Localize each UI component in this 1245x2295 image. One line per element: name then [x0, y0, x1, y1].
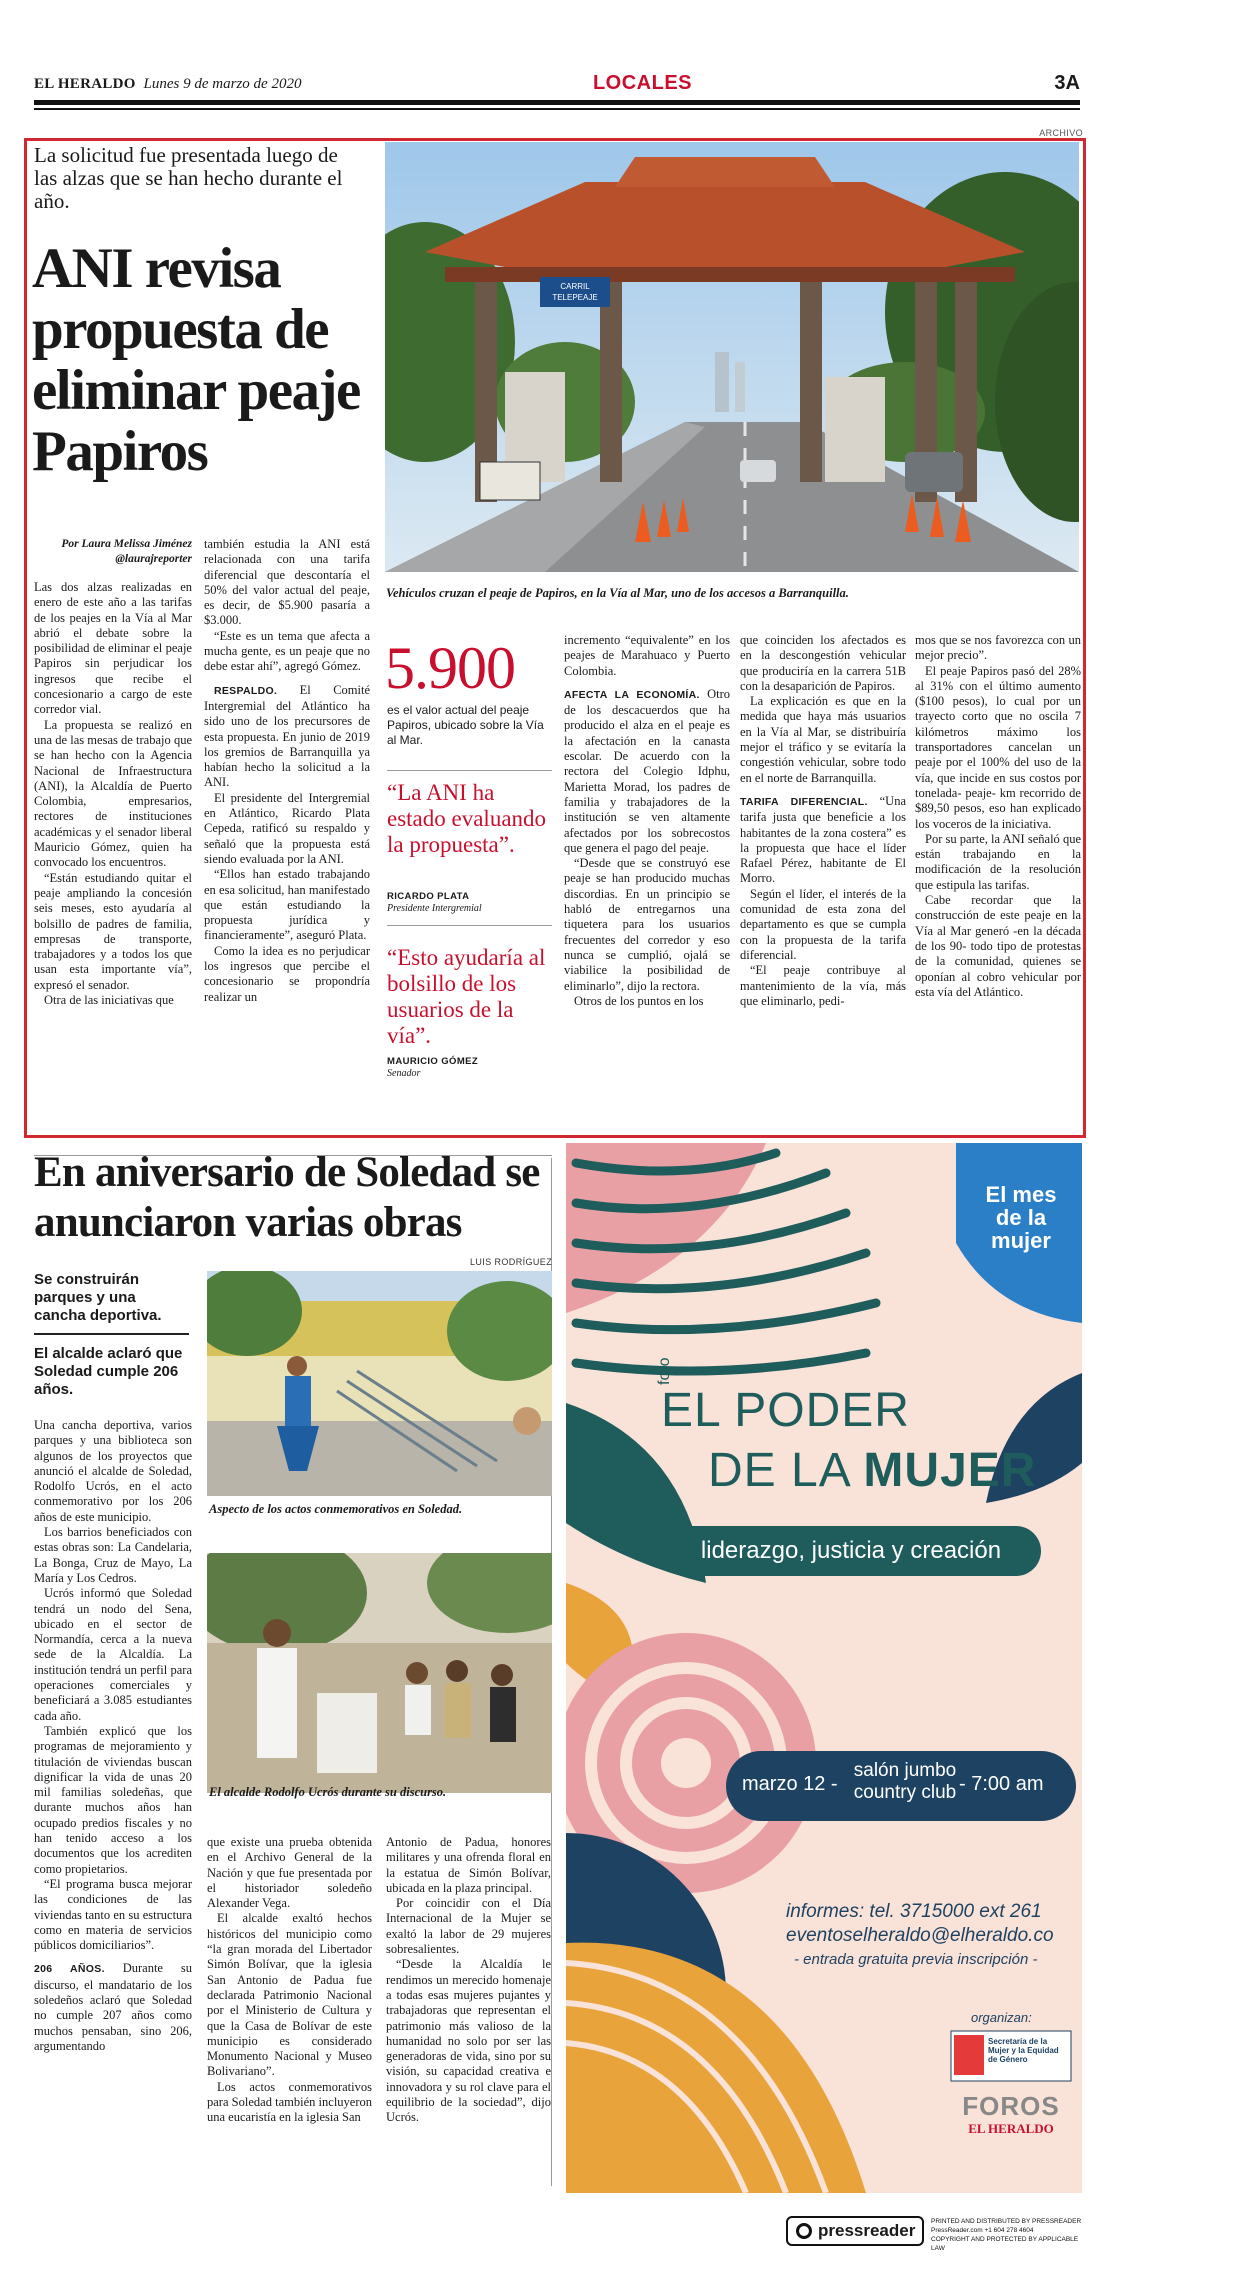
subhead-kicker: RESPALDO. — [214, 684, 278, 697]
paragraph: Ucrós informó que Soledad tendrá un nodo del Sena, ubicado en el sector de Normandía, cerca a la nueva sede de la Alcaldía. La institución tendrá un perfil para operaciones comerciales y beneficiará a 3.085 estudiantes cada año. — [34, 1586, 192, 1723]
second-story-column-1 — [34, 1418, 192, 2054]
notice-line: PressReader.com +1 604 278 4604 — [931, 2227, 1034, 2234]
page-number: 3A — [1054, 72, 1080, 94]
paragraph: Por coincidir con el Día Internacional de la Mujer se exaltó la labor de 29 mujeres sobresalientes. — [386, 1896, 551, 1957]
paragraph: “Desde que se construyó ese peaje se han producido muchas discordias. En un principio se habló de entregarnos una tiquetera para los usuarios frecuentes del corredor y eso nunca se cumplió, ojalá se viabilice la posibilidad de eliminarlo”, dijo la rectora. — [564, 856, 730, 993]
ad-event-time: - 7:00 am — [959, 1773, 1044, 1795]
ad-organizers-label: organizan: — [971, 2010, 1032, 2025]
paragraph: Otros de los puntos en los — [574, 993, 704, 1008]
paragraph: Los actos conmemorativos para Soledad también incluyeron una eucaristía en la iglesia San — [207, 2079, 372, 2125]
byline — [34, 537, 192, 567]
paragraph: El alcalde exaltó hechos históricos del municipio como “la gran morada del Libertador Simón Bolívar, que la iglesia San Antonio de Padua fue declarada Patrimonio Nacional por el Ministerio de Cultura y que la Casa de Bolívar de este municipio es considerado Monumento Nacional y Museo Bolivariano”. — [207, 1911, 372, 2079]
masthead-rule — [34, 100, 1080, 105]
paper-name: EL HERALDO — [34, 76, 136, 92]
paragraph: “Están estudiando quitar el peaje ampliando la concesión seis meses, esto ayudaría al bolsillo de padres de familia, empresas de transporte, trabajadores y a todos los que usan esta importante vía”, expresó el senador. — [34, 870, 192, 992]
second-story-column-3 — [386, 1835, 551, 2126]
paragraph: que existe una prueba obtenida en el Archivo General de la Nación y que fue presentada por el historiador soledeño Alexander Vega. — [207, 1835, 372, 1911]
second-story-column-2 — [207, 1835, 372, 2126]
mayor-speech-photo — [207, 1553, 552, 1793]
quote-1-name: RICARDO PLATA — [387, 891, 470, 902]
paragraph: La explicación es que en la medida que haya más usuarios en la Vía al Mar, se distribuiría mejor el tráfico y se evitaría la congestión vehicular, sobre todo en el norte de Barranquilla. — [740, 694, 906, 785]
place-line: salón jumbo — [853, 1760, 957, 1781]
photo-credit: ARCHIVO — [1039, 128, 1083, 138]
paragraph: Otro de los descacuerdos que ha producido el alza en el peaje es la afectación en la canasta escolar. De acuerdo con la rectora del Colegio Idphu, Marietta Morad, los padres de familia y trabajadores de la institución se ven altamente afectados por los sobrecostos que genera el pago del peaje. — [564, 686, 730, 855]
ad-info-entry: - entrada gratuita previa inscripción - — [794, 1951, 1038, 1968]
ad-artwork — [566, 1143, 1082, 2193]
toll-booth-photo — [385, 142, 1079, 572]
story-headline: ANI revisa propuesta de eliminar peaje Papiros — [32, 237, 360, 483]
sign-telepeaje: TELEPEAJE — [552, 293, 598, 302]
ad-org-foros: FOROS — [962, 2091, 1060, 2121]
story-deck: La solicitud fue presentada luego de las alzas que se han hecho durante el año. — [34, 143, 343, 213]
story-deck: Se construirán parques y una cancha deportiva. — [34, 1271, 189, 1335]
paragraph: “Una tarifa justa que beneficie a los habitantes de la zona costera” es la propuesta que hace el líder Rafael Pérez, habitante de El Morro. — [740, 793, 906, 886]
paragraph: “El peaje contribuye al mantenimiento de la vía, más que eliminarlo, pedi- — [740, 963, 906, 1008]
photo-caption: El alcalde Rodolfo Ucrós durante su discurso. — [209, 1785, 447, 1799]
paragraph: Antonio de Padua, honores militares y una ofrenda floral en la estatua de Simón Bolívar, ubicada en la plaza principal. — [386, 1835, 551, 1895]
photo-caption: Aspecto de los actos conmemorativos en Soledad. — [209, 1502, 463, 1516]
pressreader-footer[interactable] — [786, 2216, 1086, 2252]
paragraph: La propuesta se realizó en una de las mesas de trabajo que se han hecho con la Agencia Nacional de Infraestructura (ANI), la Alcaldía de Puerto Colombia, empresarios, rectores de instituciones académicas y el senador liberal Mauricio Gómez, quien ha convocado los encuentros. — [34, 717, 192, 870]
paragraph: “Desde la Alcaldía le rendimos un merecido homenaje a todas esas mujeres pujantes y trabajadoras que representan el patrimonio más valioso de la humanidad no solo por ser las generadoras de vida, sino por su visión, su capacidad creativa e innovadora y su rol clave para el equilibrio de la sociedad”, dijo Ucrós. — [386, 1957, 551, 2125]
badge-line: de la — [995, 1205, 1047, 1230]
masthead-rule-thin — [34, 108, 1080, 110]
parade-illustration — [207, 1271, 552, 1496]
paragraph: “El programa busca mejorar las condiciones de las viviendas tanto en su estructura como en materia de servicios públicos domiciliarios”. — [34, 1876, 192, 1953]
notice-line: PRINTED AND DISTRIBUTED BY PRESSREADER — [931, 2218, 1082, 2225]
sign-carril: CARRIL — [560, 282, 590, 291]
paragraph: Por su parte, la ANI señaló que están trabajando en la modificación de la resolución que estipula las tarifas. — [915, 831, 1081, 892]
badge-line: El mes — [985, 1182, 1057, 1207]
ad-subtitle: liderazgo, justicia y creación — [700, 1537, 1002, 1564]
paragraph: El Comité Intergremial del Atlántico ha sido uno de los precursores de esta propuesta. En junio de 2019 los gremios de Barranquilla ya habían hecho la solicitud a la ANI. — [204, 682, 370, 790]
paragraph: También explicó que los programas de mejoramiento y titulación de viviendas buscan dignificar la vida de unas 20 mil familias soledeñas, que durante muchos años han ocupado predios fiscales y no han tenido acceso a los documentos que los acrediten como propietarios. — [34, 1723, 192, 1876]
second-story-headline: En aniversario de Soledad se anunciaron varias obras — [34, 1149, 540, 1246]
big-number: 5.900 — [385, 635, 515, 701]
pull-quote-2: “Esto ayudaría al bolsillo de los usuarios de la vía”. — [387, 945, 546, 1048]
pressreader-notice — [931, 2217, 1091, 2253]
paragraph: incremento “equivalente” en los peajes de Marahuaco y Puerto Colombia. — [564, 633, 730, 678]
paragraph: Durante su discurso, el mandatario de los soledeños aclaró que Soledad no cumple 207 años como muchos pensaban, sino 206, argumentando — [34, 1961, 193, 2053]
photo-caption: Vehículos cruzan el peaje de Papiros, en la Vía al Mar, uno de los accesos a Barranquilla. — [386, 586, 849, 600]
paragraph: Las dos alzas realizadas en enero de este año a las tarifas de los peajes en la Vía al Mar abrió el debate sobre la posibilidad de eliminar el peaje Papiros sin perjudicar los ingresos que recibe el concesionario a cargo de este corredor vial. — [34, 580, 192, 717]
toll-booth-illustration — [385, 142, 1079, 572]
parade-photo — [207, 1271, 552, 1496]
paragraph: Los barrios beneficiados con estas obras son: La Candelaria, La Bonga, Cruz de Mayo, La María y Los Cedros. — [34, 1525, 192, 1585]
notice-line: COPYRIGHT AND PROTECTED BY APPLICABLE LAW — [931, 2236, 1079, 2252]
story-deck: El alcalde aclaró que Soledad cumple 206 años. — [34, 1345, 183, 1398]
pressreader-brand: pressreader — [818, 2221, 916, 2240]
pull-quote-1: “La ANI ha estado evaluando la propuesta”. — [387, 780, 547, 857]
divider — [387, 770, 552, 771]
ad-event-place — [850, 1760, 960, 1804]
pressreader-icon — [796, 2223, 812, 2239]
article-column-4 — [564, 633, 730, 1009]
ad-title-line2 — [708, 1443, 1036, 1498]
ad-event-date: marzo 12 - — [742, 1773, 838, 1795]
issue-date: Lunes 9 de marzo de 2020 — [143, 76, 302, 92]
quote-2-role: Senador — [387, 1068, 421, 1079]
paragraph: El peaje Papiros pasó del 28% al 31% con el último aumento ($100 pesos), lo cual por un trayecto corto que no oscila 7 kilómetros máximo los transportadores cancelan un peaje por el 100% del uso de la vía, que incide en sus costos por tonelada- peaje- km recorrido de $89,50 pesos, eso han explicado los voceros de la iniciativa. — [915, 663, 1081, 831]
photo-credit: LUIS RODRÍGUEZ — [470, 1257, 553, 1267]
paragraph: Según el líder, el interés de la comunidad de esta zona del departamento es que se cumpla con la propuesta de la tarifa diferencial. — [740, 886, 906, 962]
paragraph: mos que se nos favorezca con un mejor precio”. — [915, 633, 1081, 663]
ad-badge — [966, 1183, 1076, 1252]
ad-title-mujer: MUJER — [863, 1444, 1037, 1497]
subhead-kicker: AFECTA LA ECONOMÍA. — [564, 688, 700, 701]
section-title: LOCALES — [592, 72, 693, 94]
paragraph: Una cancha deportiva, varios parques y una biblioteca son algunos de los proyectos que anunció el alcalde de Soledad, Rodolfo Ucrós, en el acto conmemorativo por los 206 años de este municipio. — [34, 1418, 192, 1524]
byline-handle: @laurajreporter — [115, 553, 192, 565]
paragraph: El presidente del Intergremial en Atlántico, Ricardo Plata Cepeda, ratificó su respaldo y señaló que la propuesta está siendo evaluada por la ANI. — [204, 790, 370, 866]
divider — [387, 925, 552, 926]
paragraph: también estudia la ANI está relacionada con una tarifa diferencial que descontaría el 50% del valor actual del peaje, es decir, de $5.900 pasaría a $3.000. — [204, 537, 370, 628]
ad-info-phone: informes: tel. 3715000 ext 261 — [786, 1901, 1042, 1922]
speech-illustration — [207, 1553, 552, 1793]
ad-org-secretaria: Secretaría de la Mujer y la Equidad de Género — [988, 2037, 1059, 2064]
article-column-6 — [915, 633, 1081, 1000]
paragraph: que coinciden los afectados es en la descongestión vehicular que produciría en la carrera 51B con la desaparición de Papiros. — [740, 633, 906, 693]
article-column-2 — [204, 537, 370, 1005]
place-line: country club — [853, 1782, 957, 1803]
paragraph: Como la idea es no perjudicar los ingresos que percibe el concesionario se propondría realizar un — [204, 943, 370, 1004]
article-column-1 — [34, 580, 192, 1008]
quote-2-name: MAURICIO GÓMEZ — [387, 1056, 479, 1067]
article-column-5 — [740, 633, 906, 1009]
big-number-caption: es el valor actual del peaje Papiros, ubicado sobre la Vía al Mar. — [387, 703, 544, 747]
paragraph: “Este es un tema que afecta a mucha gente, es un peaje que no debe estar ahí”, agregó Gómez. — [204, 628, 370, 674]
ad-title-de-la: DE LA — [708, 1444, 864, 1497]
ad-info-email[interactable]: eventoselheraldo@elheraldo.co — [786, 1925, 1054, 1946]
ad-org-heraldo: EL HERALDO — [968, 2121, 1054, 2136]
subhead-kicker: 206 AÑOS. — [34, 1963, 105, 1976]
paragraph: “Ellos han estado trabajando en esa solicitud, han manifestado que están estudiando la propuesta jurídica y financieramente”, aseguró Plata. — [204, 867, 370, 943]
ad-title-line1: EL PODER — [661, 1384, 910, 1437]
byline-name: Por Laura Melissa Jiménez — [61, 538, 192, 550]
event-advertisement[interactable] — [566, 1143, 1082, 2193]
subhead-kicker: TARIFA DIFERENCIAL. — [740, 795, 868, 808]
quote-1-role: Presidente Intergremial — [387, 903, 482, 914]
ad-foro-label: foro — [656, 1357, 673, 1385]
pressreader-logo — [786, 2216, 924, 2246]
paragraph: Otra de las iniciativas que — [44, 993, 174, 1008]
paragraph: Cabe recordar que la construcción de este peaje en la Vía al Mar generó -en la década de los 90- todo tipo de protestas de la comunidad, quienes se oponían al cobro vehicular por esta vía del Atlántico. — [915, 893, 1081, 999]
badge-line: mujer — [991, 1228, 1051, 1253]
